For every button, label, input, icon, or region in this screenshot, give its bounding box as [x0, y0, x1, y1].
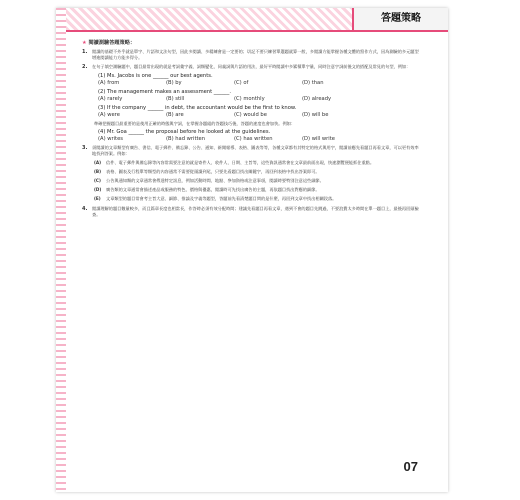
sub-point-tag: (E) — [94, 196, 101, 201]
option: (A) writes — [98, 136, 123, 142]
sub-point — [94, 160, 422, 166]
question-options — [98, 96, 422, 103]
section-heading — [82, 40, 422, 46]
decorative-top-strip — [66, 8, 354, 30]
question-options — [98, 80, 422, 87]
page-content — [82, 40, 422, 221]
sub-point — [94, 178, 422, 184]
option: (D) than — [302, 80, 324, 86]
page-header-title: 答題策略 — [352, 8, 448, 30]
point-number: 2. — [82, 64, 88, 70]
option: (C) would be — [234, 112, 267, 118]
option: (A) from — [98, 80, 120, 86]
page-number: 07 — [403, 459, 418, 474]
option: (D) will be — [302, 112, 329, 118]
note-text: 準確把握題目最重要的是使用正確的時態與字詞，在掌握各題組的答題技巧後，答題的速度也會加快。例如： — [94, 121, 296, 126]
point-text: 閱讀理解的題目數量較多，而且篇章長度也相當長，作答時必須有效分配時間；建議先看題目再看文章，遇到不會的題目先跳過，不要浪費太多時間在單一題目上，最後再回頭檢查。 — [92, 206, 419, 217]
sub-point-tag: (A) — [94, 160, 102, 165]
question-stem: (2) The management makes an assessment ______. — [98, 89, 232, 95]
sub-point-text: 公告與通知類的文章通常會傳達特定訊息，例如活動時間、地點、參加資格或注意事項，閱讀時要特別注意這些細節。 — [106, 178, 324, 183]
option: (C) has written — [234, 136, 273, 142]
point-text: 閱讀的基礎不外乎就是單字、片語和文法句型，因此多閱讀、多精練會是一定要的；切記不要只練習單選題就算一般，多閱讀方能掌握各種文體的寫作方式，因為測驗的多元題型增進閱讀能力方能多得分。 — [92, 49, 419, 60]
option: (B) still — [166, 96, 185, 102]
strategy-point — [82, 206, 422, 218]
option: (C) monthly — [234, 96, 265, 102]
question-options — [98, 136, 422, 143]
point-text: 須閱讀的文章類型有廣告、書信、電子郵件、備忘錄、公告、通知、新聞報導、表格、圖表等等，各種文章都有其特定的格式與用字，閱讀前應先看題目再看文章，可以更有效率地找到答案。例如： — [92, 145, 419, 156]
document-page — [56, 8, 448, 492]
sub-point-text: 信件、電子郵件與備忘錄等內容常需要注意的就是寄件人、收件人、日期、主旨等，這些資訊通常會在文章最前面出現，快速瀏覽便能抓住重點。 — [106, 160, 375, 165]
strategy-point — [82, 64, 422, 70]
question-stem: (4) Mr. Goa ______ the proposal before he looked at the guidelines. — [98, 129, 271, 135]
option: (B) are — [166, 112, 184, 118]
sub-point-text: 文章類型的題目常會考主旨大意、細節、推論及字義等題型，答題前先看清楚題目問的是什麼，再回到文章中找出相關段落。 — [106, 196, 337, 201]
sub-point-tag: (C) — [94, 178, 101, 183]
option: (A) rarely — [98, 96, 123, 102]
sub-point-tag: (D) — [94, 187, 102, 192]
question-stem: (3) If the company ______ in debt, the accountant would be the first to know. — [98, 105, 297, 111]
sub-point — [94, 187, 422, 193]
point-number: 4. — [82, 206, 88, 212]
point-number: 3. — [82, 145, 88, 151]
decorative-left-rail — [56, 8, 66, 492]
option: (A) were — [98, 112, 120, 118]
section-title: 閱讀測驗答題策略： — [88, 40, 136, 46]
header-divider — [66, 30, 448, 32]
option: (C) of — [234, 80, 249, 86]
sub-point-text: 廣告類的文章通常會描述產品或服務的特色、價格與優惠，閱讀時可先找出廣告的主題，再依題目找出對應的細節。 — [106, 187, 320, 192]
option: (D) already — [302, 96, 332, 102]
option: (B) by — [166, 80, 182, 86]
question-options — [98, 112, 422, 119]
option: (D) will write — [302, 136, 335, 142]
strategy-point — [82, 145, 422, 157]
sub-point — [94, 169, 422, 175]
option: (B) had written — [166, 136, 206, 142]
sub-point-text: 表格、圖表及行程單等類型的內容通常不需要從頭讀到尾，只要先看題目找出關鍵字，再回到表格中找出答案即可。 — [106, 169, 320, 174]
star-bullet-icon: ★ — [82, 40, 87, 46]
sub-point — [94, 196, 422, 202]
question-stem: (1) Ms. Jacobs is one ______ our best agents. — [98, 73, 213, 79]
point-number: 1. — [82, 49, 88, 55]
strategy-point — [82, 49, 422, 61]
point-text: 在句子填空測驗題中，題目最常出現的就是考詞彙字義、詞類變化、同義詞與片語的用法，最好平時閱讀中多累積單字量，同時注意字詞前後文的搭配及常見的句型，例如： — [92, 64, 411, 69]
sub-point-tag: (B) — [94, 169, 102, 174]
